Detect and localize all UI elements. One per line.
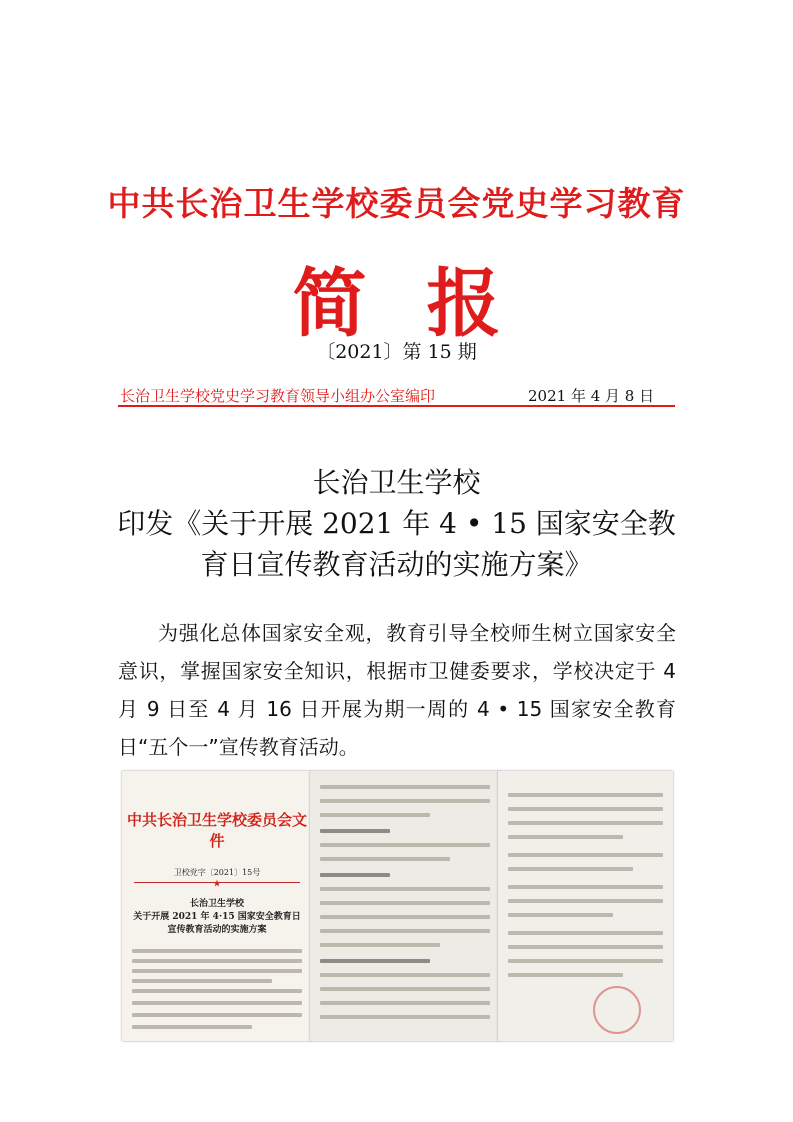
photo-text-line (132, 989, 302, 993)
photo-text-line (508, 867, 633, 871)
photo-text-line (508, 913, 613, 917)
photo-text-line (320, 973, 490, 977)
photo-text-line (320, 987, 490, 991)
article-body (118, 614, 676, 766)
document-photo-page-3 (498, 771, 673, 1041)
editor-office: 长治卫生学校党史学习教育领导小组办公室编印 (120, 387, 436, 405)
photo-text-line (508, 821, 663, 825)
photo-text-line (132, 949, 302, 953)
photo-text-line (132, 1025, 252, 1029)
photo-text-line (320, 1015, 490, 1019)
photo-text-line (132, 969, 302, 973)
photo-text-line (320, 785, 490, 789)
photo-doc-header: 中共长治卫生学校委员会文件 (126, 811, 307, 850)
photo-doc-title-3: 宣传教育活动的实施方案 (167, 925, 267, 935)
photo-doc-number: 卫校党字〔2021〕15号 (173, 868, 261, 877)
document-photo-cover (122, 771, 312, 1041)
photo-text-line (320, 813, 430, 817)
photo-heading-line (320, 873, 390, 877)
photo-text-line (132, 1013, 302, 1017)
photo-text-line (508, 807, 663, 811)
photo-text-line (320, 887, 490, 891)
photo-doc-title-2: 关于开展 2021 年 4·15 国家安全教育日 (133, 912, 301, 922)
photo-text-line (320, 843, 490, 847)
photo-text-line (132, 959, 302, 963)
photo-text-line (132, 979, 272, 983)
photo-text-line (320, 929, 490, 933)
issue-number: 〔2021〕第 15 期 (316, 341, 477, 363)
photo-text-line (508, 899, 663, 903)
document-photo-page-2 (310, 771, 500, 1041)
photo-text-line (508, 853, 663, 857)
article-headline-line-3: 育日宣传教育活动的实施方案》 (200, 548, 593, 581)
photo-text-line (508, 931, 663, 935)
photo-text-line (508, 885, 663, 889)
header-divider (118, 405, 675, 407)
article-headline-line-1: 长治卫生学校 (312, 466, 481, 499)
bulletin-main-title: 简报 (292, 261, 561, 347)
photo-text-line (320, 943, 440, 947)
photo-text-line (320, 1001, 490, 1005)
article-headline-line-2: 印发《关于开展 2021 年 4 • 15 国家安全教 (117, 507, 676, 540)
photo-doc-title-1: 长治卫生学校 (189, 899, 244, 909)
photo-text-line (508, 945, 663, 949)
photo-heading-line (320, 829, 390, 833)
star-icon: ★ (213, 878, 221, 888)
seal-stamp-icon (593, 986, 641, 1034)
photo-text-line (508, 793, 663, 797)
photo-heading-line (320, 959, 430, 963)
photo-text-line (320, 799, 490, 803)
photo-text-line (320, 857, 450, 861)
photo-text-line (132, 1001, 302, 1005)
article-paragraph: 为强化总体国家安全观，教育引导全校师生树立国家安全意识，掌握国家安全知识，根据市卫健委要求，学校决定于 4 月 9 日至 4 月 16 日开展为期一周的 4 • 15 国家安全教育日“五个一”宣传教育活动。 (118, 621, 676, 759)
photo-text-line (508, 973, 623, 977)
photo-text-line (508, 959, 663, 963)
issue-date: 2021 年 4 月 8 日 (528, 387, 655, 405)
photo-text-line (320, 901, 490, 905)
bulletin-org-title: 中共长治卫生学校委员会党史学习教育 (107, 184, 686, 223)
photo-text-line (508, 835, 623, 839)
photo-text-line (320, 915, 490, 919)
